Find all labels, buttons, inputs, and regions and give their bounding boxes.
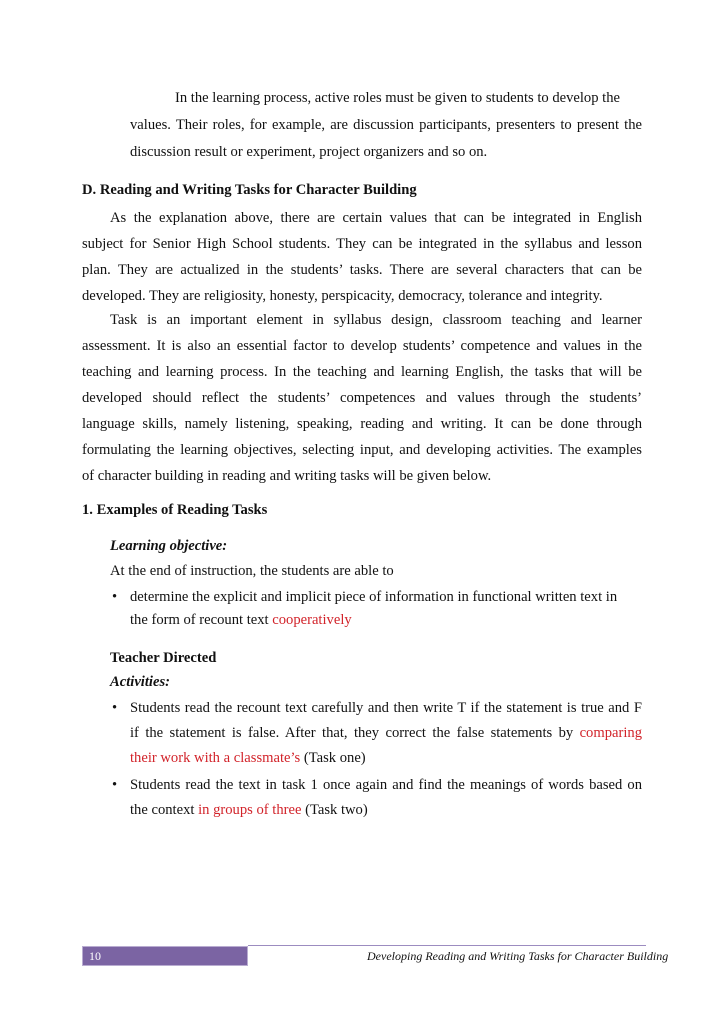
section-d-para2-line: developed should reflect the students’ competences and values through the students’ xyxy=(82,390,642,406)
activities-label: Activities: xyxy=(110,674,170,690)
footer-title: Developing Reading and Writing Tasks for Character Building xyxy=(367,949,669,963)
bullet-icon: • xyxy=(112,700,118,716)
activity-1-line-2 xyxy=(130,723,642,743)
activity-1-highlight: their work with a classmate’s xyxy=(130,750,301,766)
objective-highlight: cooperatively xyxy=(272,612,352,628)
activity-1-line-3 xyxy=(130,748,366,768)
footer-rule xyxy=(248,945,646,946)
activity-1-highlight: comparing xyxy=(579,725,642,741)
objective-bullet-line-1: determine the explicit and implicit piece of information in functional written text in xyxy=(130,589,618,605)
activity-1-text: if the statement is false. After that, they correct the false statements by xyxy=(130,725,580,741)
intro-line-1: In the learning process, active roles must be given to students to develop the xyxy=(175,90,620,106)
objective-bullet-text: the form of recount text xyxy=(130,612,273,628)
intro-line-3: discussion result or experiment, project organizers and so on. xyxy=(130,144,488,160)
activity-2-text: the context xyxy=(130,802,199,818)
activity-2-line-1: Students read the text in task 1 once again and find the meanings of words based on xyxy=(130,777,642,793)
page-number: 10 xyxy=(89,949,101,963)
section-d-para1-line: As the explanation above, there are certain values that can be integrated in English xyxy=(110,210,642,226)
activity-1-line-1: Students read the recount text carefully and then write T if the statement is true and F xyxy=(130,700,642,716)
teacher-directed-label: Teacher Directed xyxy=(110,650,217,666)
section-d-heading: D. Reading and Writing Tasks for Character Building xyxy=(82,182,417,198)
section-d-para1-line: subject for Senior High School students. They can be integrated in the syllabus and lesson xyxy=(82,236,642,252)
activity-2-highlight: in groups of three xyxy=(198,802,302,818)
footer-bar-outline xyxy=(82,946,248,966)
learning-objective-intro: At the end of instruction, the students are able to xyxy=(110,563,394,579)
section-1-heading: 1. Examples of Reading Tasks xyxy=(82,502,268,518)
section-d-para2-line: assessment. It is also an essential factor to develop students’ competence and values in the xyxy=(82,338,642,354)
section-d-para1-line: developed. They are religiosity, honesty, perspicacity, democracy, tolerance and integrity. xyxy=(82,288,603,304)
bullet-icon: • xyxy=(112,589,118,605)
activity-1-text: (Task one) xyxy=(300,750,366,766)
intro-line-2: values. Their roles, for example, are discussion participants, presenters to present the xyxy=(130,117,642,133)
section-d-para2-line: Task is an important element in syllabus design, classroom teaching and learner xyxy=(110,312,642,328)
section-d-para2-line: language skills, namely listening, speaking, reading and writing. It can be done through xyxy=(82,416,642,432)
section-d-para2-line: of character building in reading and writing tasks will be given below. xyxy=(82,468,492,484)
bullet-icon: • xyxy=(112,777,118,793)
section-d-para2-line: formulating the learning objectives, selecting input, and developing activities. The examples xyxy=(82,442,642,458)
learning-objective-label: Learning objective: xyxy=(110,538,228,554)
activity-2-text: (Task two) xyxy=(301,802,368,818)
section-d-para1-line: plan. They are actualized in the students’ tasks. There are several characters that can be xyxy=(82,262,642,278)
objective-bullet-line-2 xyxy=(130,610,352,630)
section-d-para2-line: teaching and learning process. In the teaching and learning English, the tasks that will be xyxy=(82,364,642,380)
activity-2-line-2 xyxy=(130,800,368,820)
